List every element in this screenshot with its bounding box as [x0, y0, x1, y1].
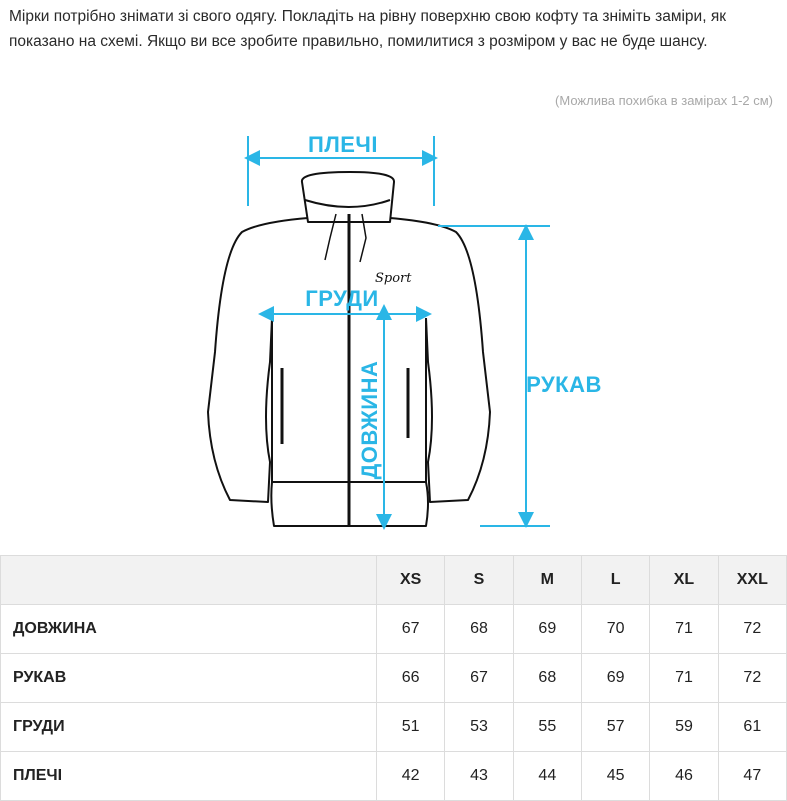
table-cell: 68	[445, 605, 513, 654]
size-header: S	[445, 556, 513, 605]
table-cell: 71	[650, 654, 718, 703]
table-cell: 45	[581, 752, 649, 801]
table-cell: 47	[718, 752, 786, 801]
table-cell: 67	[377, 605, 445, 654]
table-cell: 43	[445, 752, 513, 801]
table-cell: 55	[513, 703, 581, 752]
table-cell: 61	[718, 703, 786, 752]
size-header: XS	[377, 556, 445, 605]
table-cell: 71	[650, 605, 718, 654]
table-cell: 68	[513, 654, 581, 703]
size-table	[0, 555, 787, 801]
table-cell: 51	[377, 703, 445, 752]
table-cell: 46	[650, 752, 718, 801]
row-label-shoulders: ПЛЕЧІ	[1, 752, 377, 801]
jacket-measurement-diagram	[190, 122, 610, 542]
table-cell: 42	[377, 752, 445, 801]
table-cell: 70	[581, 605, 649, 654]
size-header: L	[581, 556, 649, 605]
row-label-chest: ГРУДИ	[1, 703, 377, 752]
row-label-length: ДОВЖИНА	[1, 605, 377, 654]
size-header: XL	[650, 556, 718, 605]
label-sleeve: РУКАВ	[526, 372, 602, 397]
label-chest: ГРУДИ	[305, 286, 379, 311]
table-corner-cell	[1, 556, 377, 605]
table-row	[1, 703, 787, 752]
table-cell: 66	[377, 654, 445, 703]
table-cell: 69	[581, 654, 649, 703]
table-cell: 69	[513, 605, 581, 654]
table-cell: 72	[718, 605, 786, 654]
row-label-sleeve: РУКАВ	[1, 654, 377, 703]
table-row	[1, 605, 787, 654]
table-row	[1, 752, 787, 801]
table-cell: 57	[581, 703, 649, 752]
table-cell: 53	[445, 703, 513, 752]
measurement-error-note: (Можлива похибка в замірах 1-2 см)	[555, 93, 773, 108]
table-cell: 59	[650, 703, 718, 752]
intro-text: Мірки потрібно знімати зі свого одягу. Покладіть на рівну поверхню свою кофту та зніміть заміри, як показано на схемі. Якщо ви все зробите правильно, помилитися з розміром у вас не буде шансу.	[9, 8, 726, 50]
size-header: M	[513, 556, 581, 605]
table-cell: 67	[445, 654, 513, 703]
brand-logo: Sport	[375, 271, 412, 286]
size-header: XXL	[718, 556, 786, 605]
table-row	[1, 654, 787, 703]
table-cell: 72	[718, 654, 786, 703]
size-header-row	[1, 556, 787, 605]
label-shoulders: ПЛЕЧІ	[308, 132, 378, 157]
table-cell: 44	[513, 752, 581, 801]
label-length: ДОВЖИНА	[357, 360, 382, 480]
